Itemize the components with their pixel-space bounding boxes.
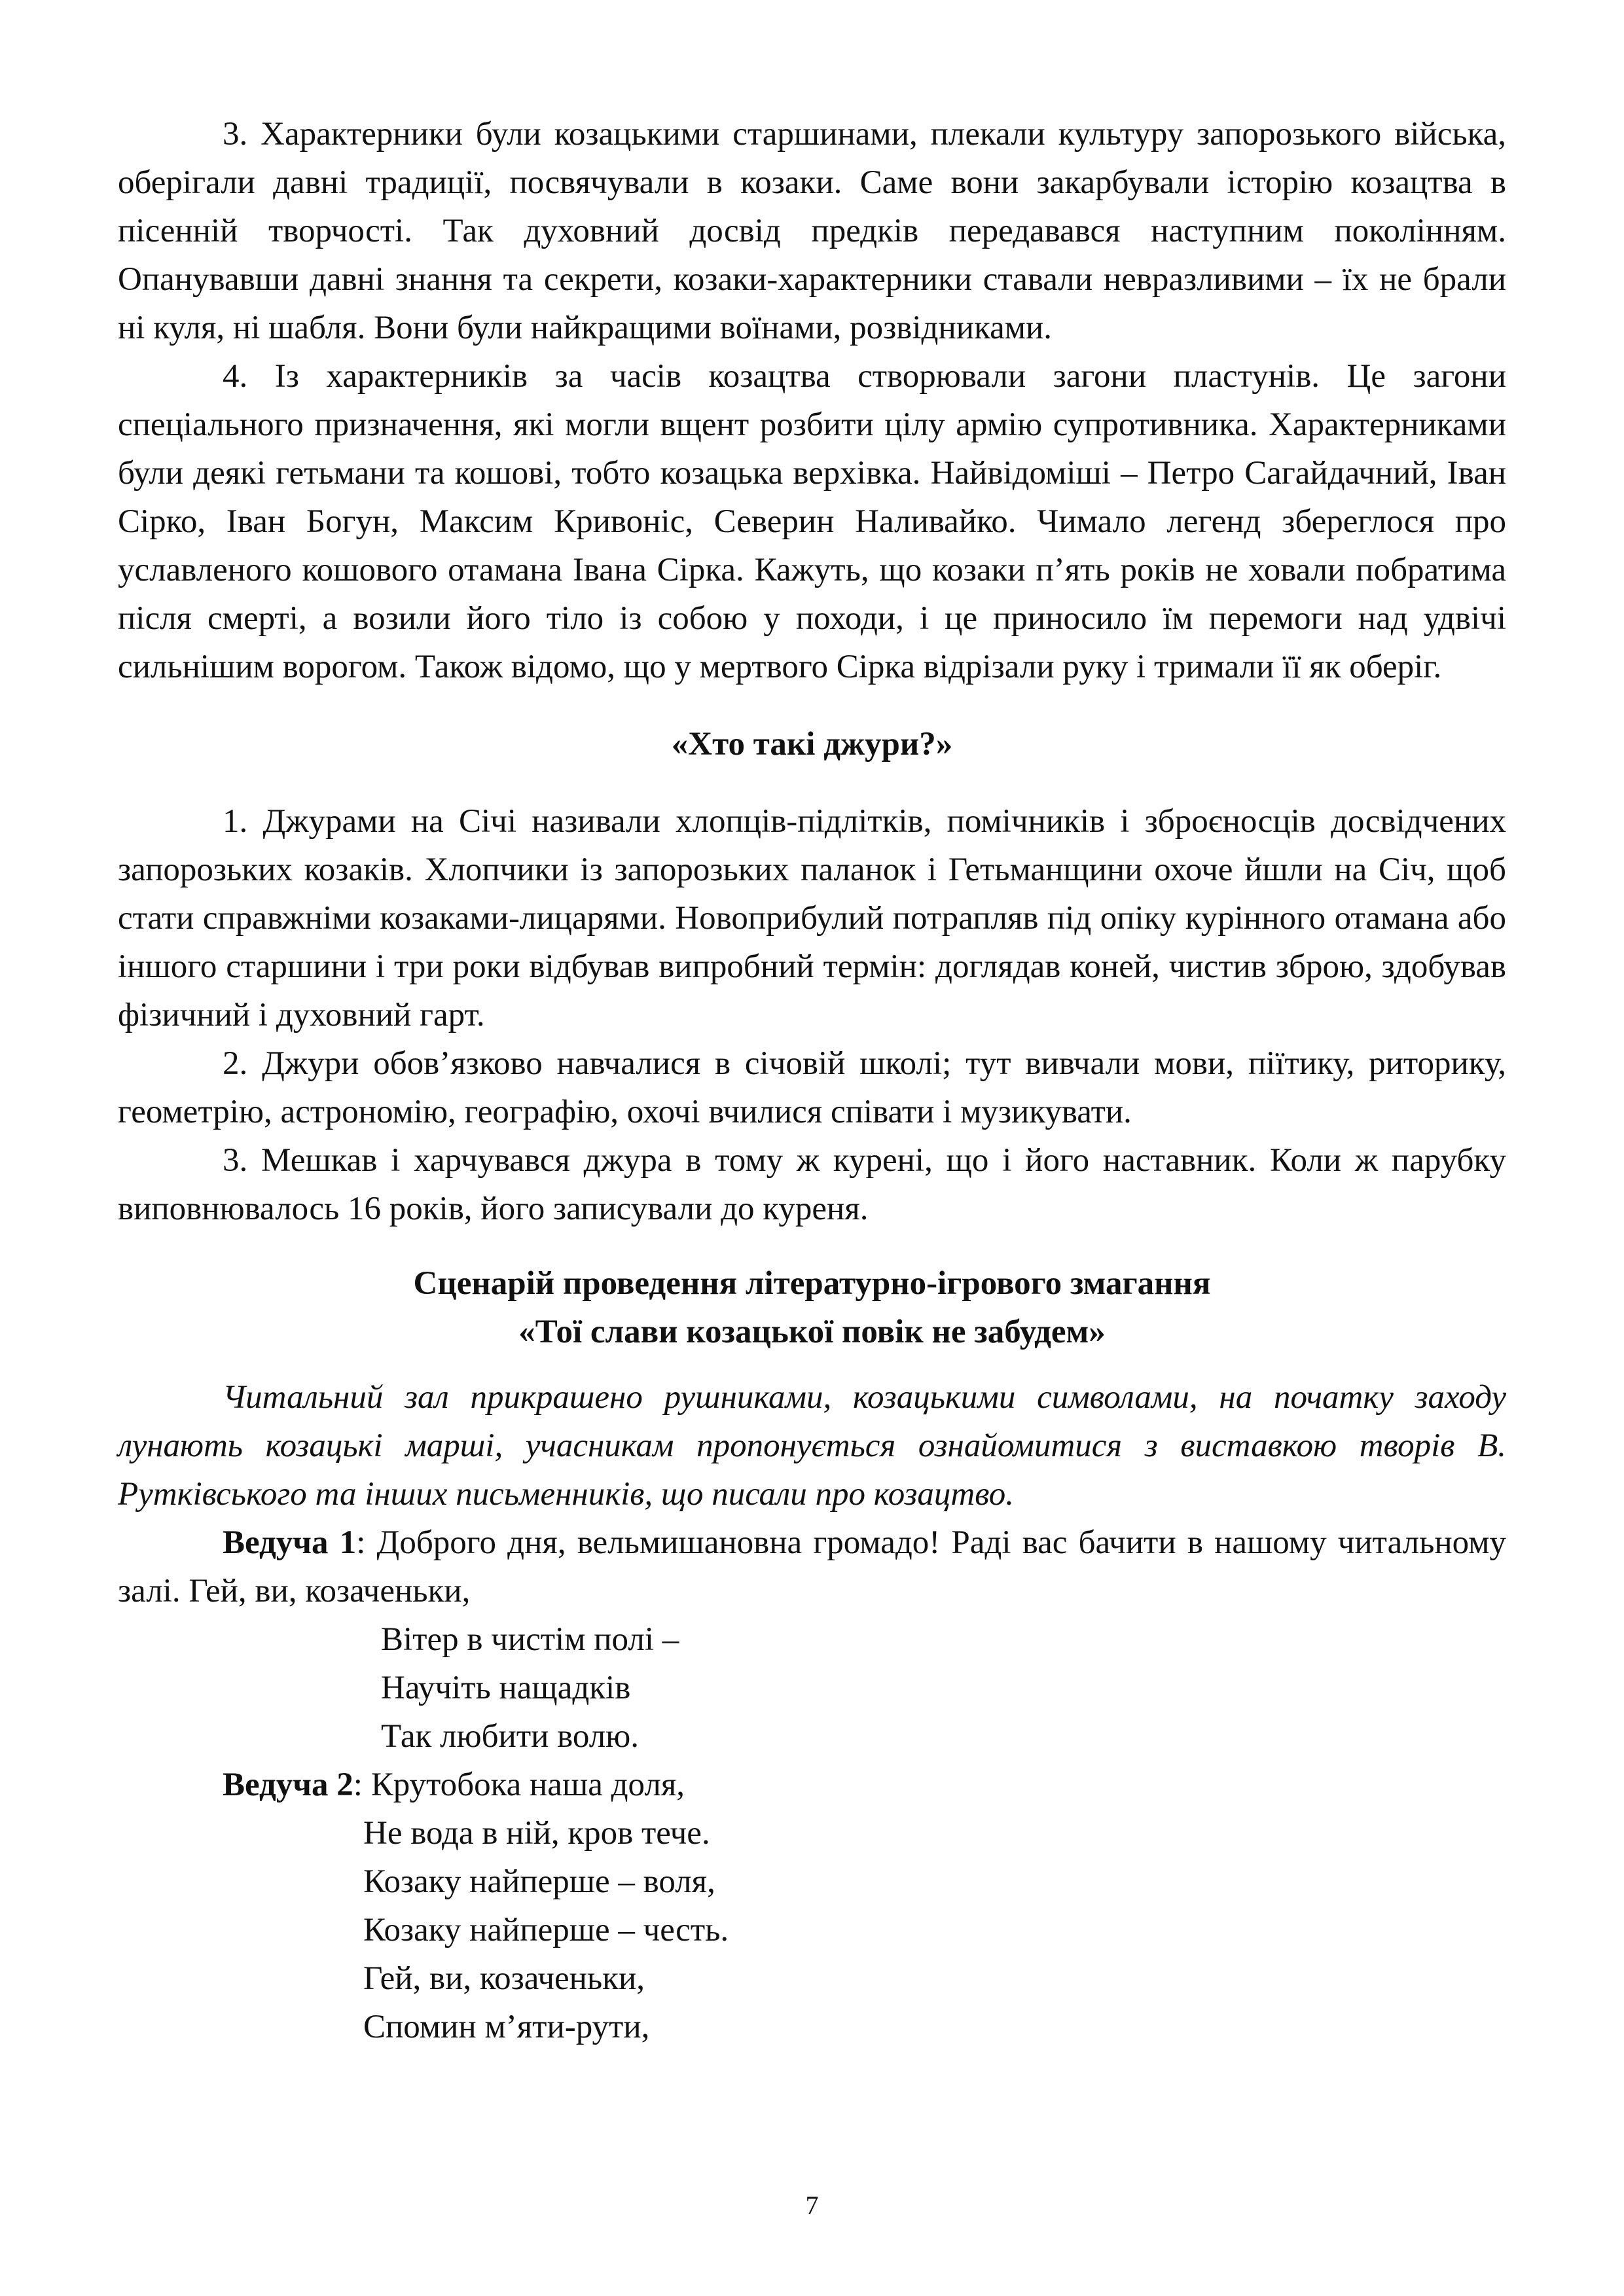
speaker-2-text: : Крутобока наша доля, bbox=[353, 1767, 685, 1803]
paragraph-characterniks-4: 4. Із характерників за часів козацтва створювали загони пластунів. Це загони спеціального призначення, які могли вщент розбити цілу армію супротивника. Характерниками були деякі гетьмани та кошові, тобто козацька верхівка. Найвідоміші – Петро Сагайдачний, Іван Сірко, Іван Богун, Максим Кривоніс, Северин Наливайко. Чимало легенд збереглося про уславленого кошового отамана Івана Сірка. Кажуть, що козаки п’ять років не ховали побратима після смерті, а возили його тіло із собою у походи, і це приносило їм перемоги над удвічі сильнішим ворогом. Також відомо, що у мертвого Сірка відрізали руку і тримали її як оберіг. bbox=[118, 358, 1506, 685]
paragraph-dzhury-2: 2. Джури обов’язково навчалися в січовій школі; тут вивчали мови, піїтику, риторику, геометрію, астрономію, географію, охочі вчилися співати і музикувати. bbox=[118, 1045, 1506, 1130]
speaker-1-name: Ведуча 1 bbox=[223, 1524, 357, 1561]
scenario-heading-line-2: «Тої слави козацької повік не забудем» bbox=[518, 1314, 1106, 1350]
paragraph-dzhury-3: 3. Мешкав і харчувався джура в тому ж курені, що і його наставник. Коли ж парубку виповнювалось 16 років, його записували до куреня. bbox=[118, 1142, 1506, 1227]
scenario-heading bbox=[118, 1259, 1506, 1356]
verse-1 bbox=[118, 1615, 1506, 1761]
paragraph-dzhury-1: 1. Джурами на Січі називали хлопців-підлітків, помічників і зброєносців досвідчених запорозьких козаків. Хлопчики із запорозьких паланок і Гетьманщини охоче йшли на Січ, щоб стати справжніми козаками-лицарями. Новоприбулий потрапляв під опіку курінного отамана або іншого старшини і три роки відбував випробний термін: доглядав коней, чистив зброю, здобував фізичний і духовний гарт. bbox=[118, 803, 1506, 1033]
paragraph-characterniks-3: 3. Характерники були козацькими старшинами, плекали культуру запорозького війська, оберігали давні традиції, посвячували в козаки. Саме вони закарбували історію козацтва в пісенній творчості. Так духовний досвід предків передавався наступним поколінням. Опанувавши давні знання та секрети, козаки-характерники ставали невразливими – їх не брали ні куля, ні шабля. Вони були найкращими воїнами, розвідниками. bbox=[118, 116, 1506, 346]
verse-1-line: Научіть нащадків bbox=[381, 1670, 631, 1706]
speaker-1-text: : Доброго дня, вельмишановна громадо! Раді вас бачити в нашому читальному залі. Гей, ви, козаченьки, bbox=[118, 1524, 1506, 1609]
verse-2-line: Спомин м’яти-рути, bbox=[363, 2009, 650, 2045]
scenario-heading-line-1: Сценарій проведення літературно-ігрового змагання bbox=[413, 1265, 1211, 1302]
verse-1-line: Так любити волю. bbox=[381, 1718, 640, 1755]
verse-2-line: Гей, ви, козаченьки, bbox=[363, 1960, 645, 1997]
speaker-1-line bbox=[118, 1518, 1506, 1615]
speaker-2-line bbox=[118, 1761, 1506, 1809]
document-page bbox=[118, 110, 1506, 2051]
verse-2-line: Козаку найперше – честь. bbox=[363, 1912, 729, 1948]
verse-2 bbox=[118, 1809, 1506, 2051]
speaker-2-name: Ведуча 2 bbox=[223, 1767, 353, 1803]
section-heading-dzhury: «Хто такі джури?» bbox=[671, 726, 953, 762]
stage-direction: Читальний зал прикрашено рушниками, козацькими символами, на початку заходу лунають козацькі марші, учасникам пропонується ознайомитися з виставкою творів В. Рутківського та інших письменників, що писали про козацтво. bbox=[118, 1379, 1506, 1513]
verse-2-line: Не вода в ній, кров тече. bbox=[363, 1815, 710, 1852]
verse-2-line: Козаку найперше – воля, bbox=[363, 1863, 715, 1900]
page-number: 7 bbox=[805, 2191, 819, 2220]
verse-1-line: Вітер в чистім полі – bbox=[381, 1621, 679, 1658]
